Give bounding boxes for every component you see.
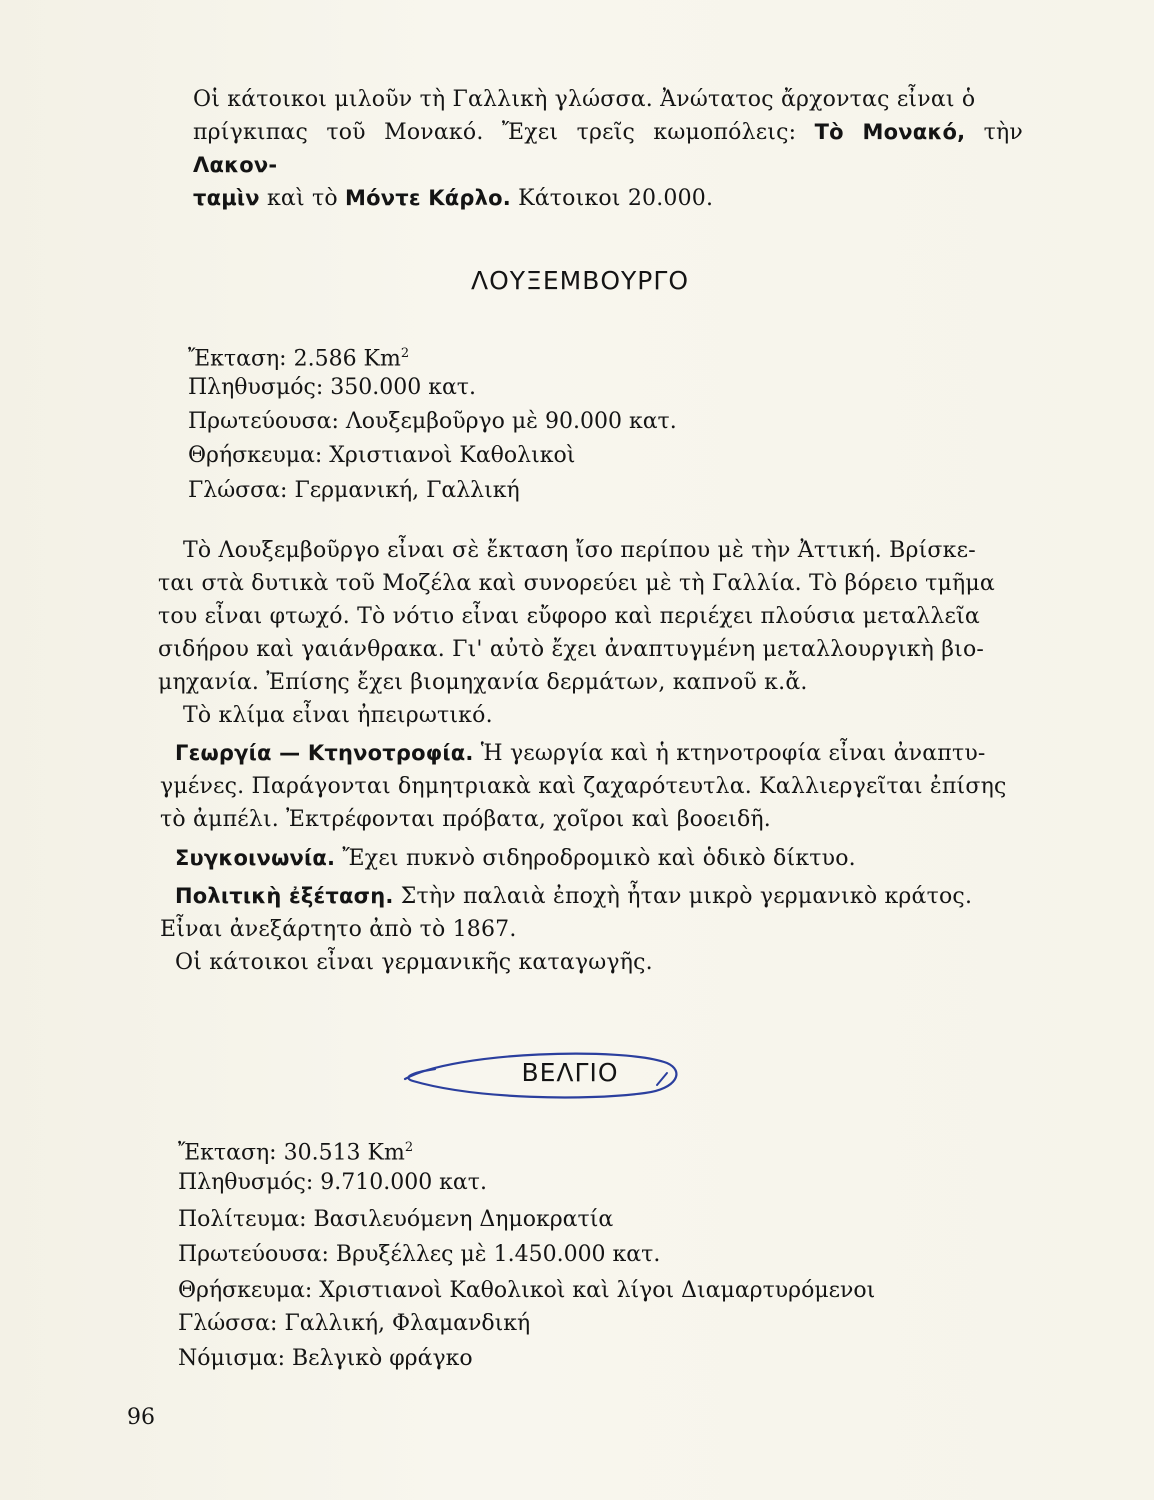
text-line: Γεωργία — Κτηνοτροφία. Ἡ γεωργία καὶ ἡ κτηνοτροφία εἶναι ἀναπτυ- xyxy=(175,741,986,766)
text-line: του εἶναι φτωχό. Τὸ νότιο εἶναι εὔφορο καὶ περιέχει πλούσια μεταλλεῖα xyxy=(158,604,980,629)
agriculture-paragraph xyxy=(160,737,1020,836)
text-line: Οἱ κάτοικοι μιλοῦν τὴ Γαλλικὴ γλώσσα. Ἀνώτατος ἄρχοντας εἶναι ὁ xyxy=(193,87,976,112)
text-line: Πολιτικὴ ἐξέταση. Στὴν παλαιὰ ἐποχὴ ἦταν μικρὸ γερμανικὸ κράτος. xyxy=(175,884,973,909)
fact-language: Γλώσσα : Γερμανική, Γαλλική xyxy=(188,474,520,507)
fact-language: Γλώσσα : Γαλλική, Φλαμανδική xyxy=(178,1307,530,1340)
monaco-paragraph xyxy=(193,83,1023,215)
politics-paragraph xyxy=(160,880,1020,979)
fact-population: Πληθυσμός : 9.710.000 κατ. xyxy=(178,1166,487,1199)
fact-population: Πληθυσμός : 350.000 κατ. xyxy=(188,371,476,404)
text-line: μηχανία. Ἐπίσης ἔχει βιομηχανία δερμάτων, καπνοῦ κ.ἄ. xyxy=(158,670,808,695)
fact-currency: Νόμισμα : Βελγικὸ φράγκο xyxy=(178,1342,473,1375)
fact-area: Ἔκταση : 30.513 Km$^2$ xyxy=(178,1131,413,1169)
transport-paragraph xyxy=(175,842,1015,875)
fact-religion: Θρήσκευμα : Χριστιανοὶ Καθολικοὶ καὶ λίγοι Διαμαρτυρόμενοι xyxy=(178,1274,875,1307)
text-line: Εἶναι ἀνεξάρτητο ἀπὸ τὸ 1867. xyxy=(160,917,517,942)
text-line: τὸ ἀμπέλι. Ἐκτρέφονται πρόβατα, χοῖροι καὶ βοοειδῆ. xyxy=(160,807,771,832)
transport-heading: Συγκοινωνία. xyxy=(175,846,336,870)
page-number: 96 xyxy=(127,1405,155,1430)
section-title-luxembourg: ΛΟΥΞΕΜΒΟΥΡΓΟ xyxy=(471,266,689,295)
text-line: σιδήρου καὶ γαιάνθρακα. Γι' αὐτὸ ἔχει ἀναπτυγμένη μεταλλουργικὴ βιο- xyxy=(158,637,985,662)
fact-area: Ἔκταση : 2.586 Km$^2$ xyxy=(188,337,409,375)
agriculture-heading: Γεωργία — Κτηνοτροφία. xyxy=(175,741,474,765)
fact-religion: Θρήσκευμα : Χριστιανοὶ Καθολικοὶ xyxy=(188,439,575,472)
text-line: Συγκοινωνία. Ἔχει πυκνὸ σιδηροδρομικὸ καὶ ὁδικὸ δίκτυο. xyxy=(175,846,856,871)
text-line: ταμὶν καὶ τὸ Μόντε Κάρλο. Κάτοικοι 20.000. xyxy=(193,186,714,211)
luxembourg-description xyxy=(158,534,1018,732)
section-title-belgium: ΒΕΛΓΙΟ xyxy=(521,1058,619,1087)
fact-capital: Πρωτεύουσα : Λουξεμβοῦργο μὲ 90.000 κατ. xyxy=(188,405,677,438)
text-line: Τὸ κλίμα εἶναι ἠπειρωτικό. xyxy=(183,703,493,728)
text-line: γμένες. Παράγονται δημητριακὰ καὶ ζαχαρότευτλα. Καλλιεργεῖται ἐπίσης xyxy=(160,774,1007,799)
text-line: Τὸ Λουξεμβοῦργο εἶναι σὲ ἔκταση ἴσο περίπου μὲ τὴν Ἀττική. Βρίσκε- xyxy=(183,538,976,563)
fact-capital: Πρωτεύουσα : Βρυξέλλες μὲ 1.450.000 κατ. xyxy=(178,1238,660,1271)
politics-heading: Πολιτικὴ ἐξέταση. xyxy=(175,884,394,908)
text-line: ται στὰ δυτικὰ τοῦ Μοζέλα καὶ συνορεύει μὲ τὴ Γαλλία. Τὸ βόρειο τμῆμα xyxy=(158,571,995,596)
text-line: πρίγκιπας τοῦ Μονακό. Ἔχει τρεῖς κωμοπόλεις: Τὸ Μονακό, τὴν Λακον- xyxy=(193,120,1023,177)
text-line: Οἱ κάτοικοι εἶναι γερμανικῆς καταγωγῆς. xyxy=(175,950,653,975)
fact-government: Πολίτευμα : Βασιλευόμενη Δημοκρατία xyxy=(178,1203,613,1236)
